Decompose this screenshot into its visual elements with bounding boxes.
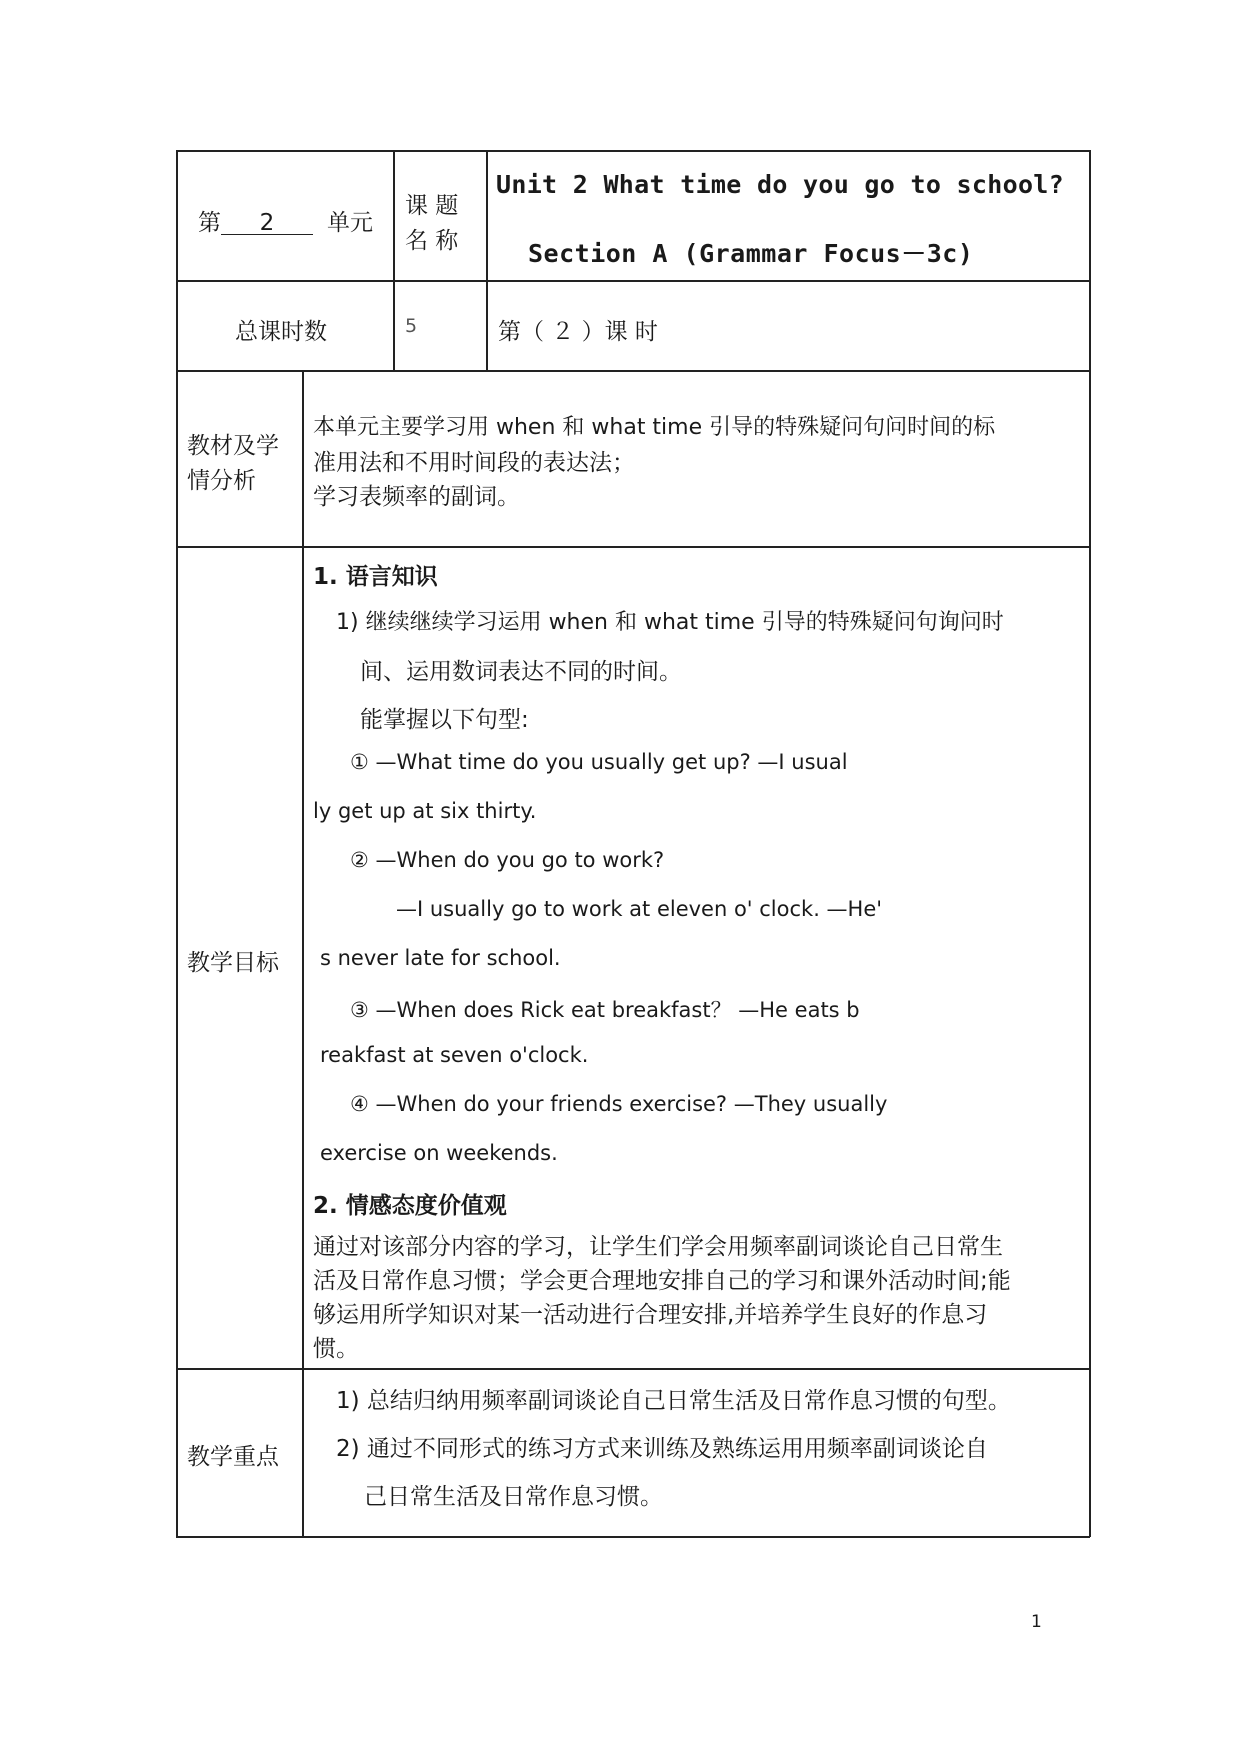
unit-field [198,204,373,237]
focus-item-1: 1) 总结归纳用频率副词谈论自己日常生活及日常作息习惯的句型。 [336,1388,1011,1414]
table-border-left [176,150,178,1537]
emotional-goals-line3: 够运用所学知识对某一活动进行合理安排,并培养学生良好的作息习 [313,1302,988,1328]
row-divider [176,370,1090,372]
emotional-goals-line1: 通过对该部分内容的学习，让学生们学会用频率副词谈论自己日常生 [313,1234,1003,1260]
pattern-2-answer: —I usually go to work at eleven o' clock. —He' [396,897,883,921]
unit-suffix: 单元 [327,210,373,236]
pattern-4: ④ —When do your friends exercise? —They usually [350,1092,888,1116]
emotional-goals-heading: 2. 情感态度价值观 [313,1193,507,1219]
table-border-right [1089,150,1091,1537]
focus-item-2: 2) 通过不同形式的练习方式来训练及熟练运用用频率副词谈论自 [336,1436,988,1462]
unit-number: 2 [221,212,313,235]
lesson-title: Unit 2 What time do you go to school? [496,170,1064,199]
language-knowledge-heading: 1. 语言知识 [313,564,438,590]
patterns-intro: 能掌握以下句型: [360,707,529,733]
col-divider [486,150,488,371]
row-divider [176,546,1090,548]
objectives-label: 教学目标 [187,950,279,976]
topic-label-line1: 课 题 [405,193,459,219]
focus-label: 教学重点 [187,1444,279,1470]
unit-prefix: 第 [198,210,221,236]
analysis-line3: 学习表频率的副词。 [313,484,520,510]
analysis-line1: 本单元主要学习用 when 和 what time 引导的特殊疑问句问时间的标 [313,415,996,440]
emotional-goals-line4: 惯。 [313,1336,359,1362]
pattern-1: ① —What time do you usually get up? —I usual [350,750,848,774]
col-divider [302,370,304,1537]
col-divider [393,150,395,371]
focus-item-2-cont: 己日常生活及日常作息习惯。 [364,1484,663,1510]
total-hours-label: 总课时数 [235,319,327,345]
pattern-4-cont: exercise on weekends. [320,1141,558,1165]
total-hours-value: 5 [405,315,418,337]
emotional-goals-line2: 活及日常作息习惯；学会更合理地安排自己的学习和课外活动时间;能 [313,1268,1011,1294]
pattern-3: ③ —When does Rick eat breakfast？ —He eats b [350,998,860,1022]
row-divider [176,1368,1090,1370]
analysis-label-line2: 情分析 [187,468,256,494]
pattern-1-cont: ly get up at six thirty. [313,799,537,823]
lesson-period: 第（ ２ ）课 时 [498,319,658,345]
pattern-3-cont: reakfast at seven o'clock. [320,1043,589,1067]
pattern-2: ② —When do you go to work? [350,848,665,872]
topic-label-line2: 名 称 [405,228,459,254]
objective-item-1: 1) 继续继续学习运用 when 和 what time 引导的特殊疑问句询问时 [336,610,1004,635]
analysis-line2: 准用法和不用时间段的表达法； [313,450,635,476]
analysis-label-line1: 教材及学 [187,433,279,459]
objective-item-1-cont: 间、运用数词表达不同的时间。 [360,659,682,685]
lesson-subtitle: Section A (Grammar Focus－3c) [528,239,974,268]
pattern-2-cont: s never late for school. [320,946,561,970]
table-border-top [176,150,1090,152]
page-number: 1 [1031,1612,1042,1632]
row-divider [176,280,1090,282]
table-border-bottom [176,1536,1090,1538]
